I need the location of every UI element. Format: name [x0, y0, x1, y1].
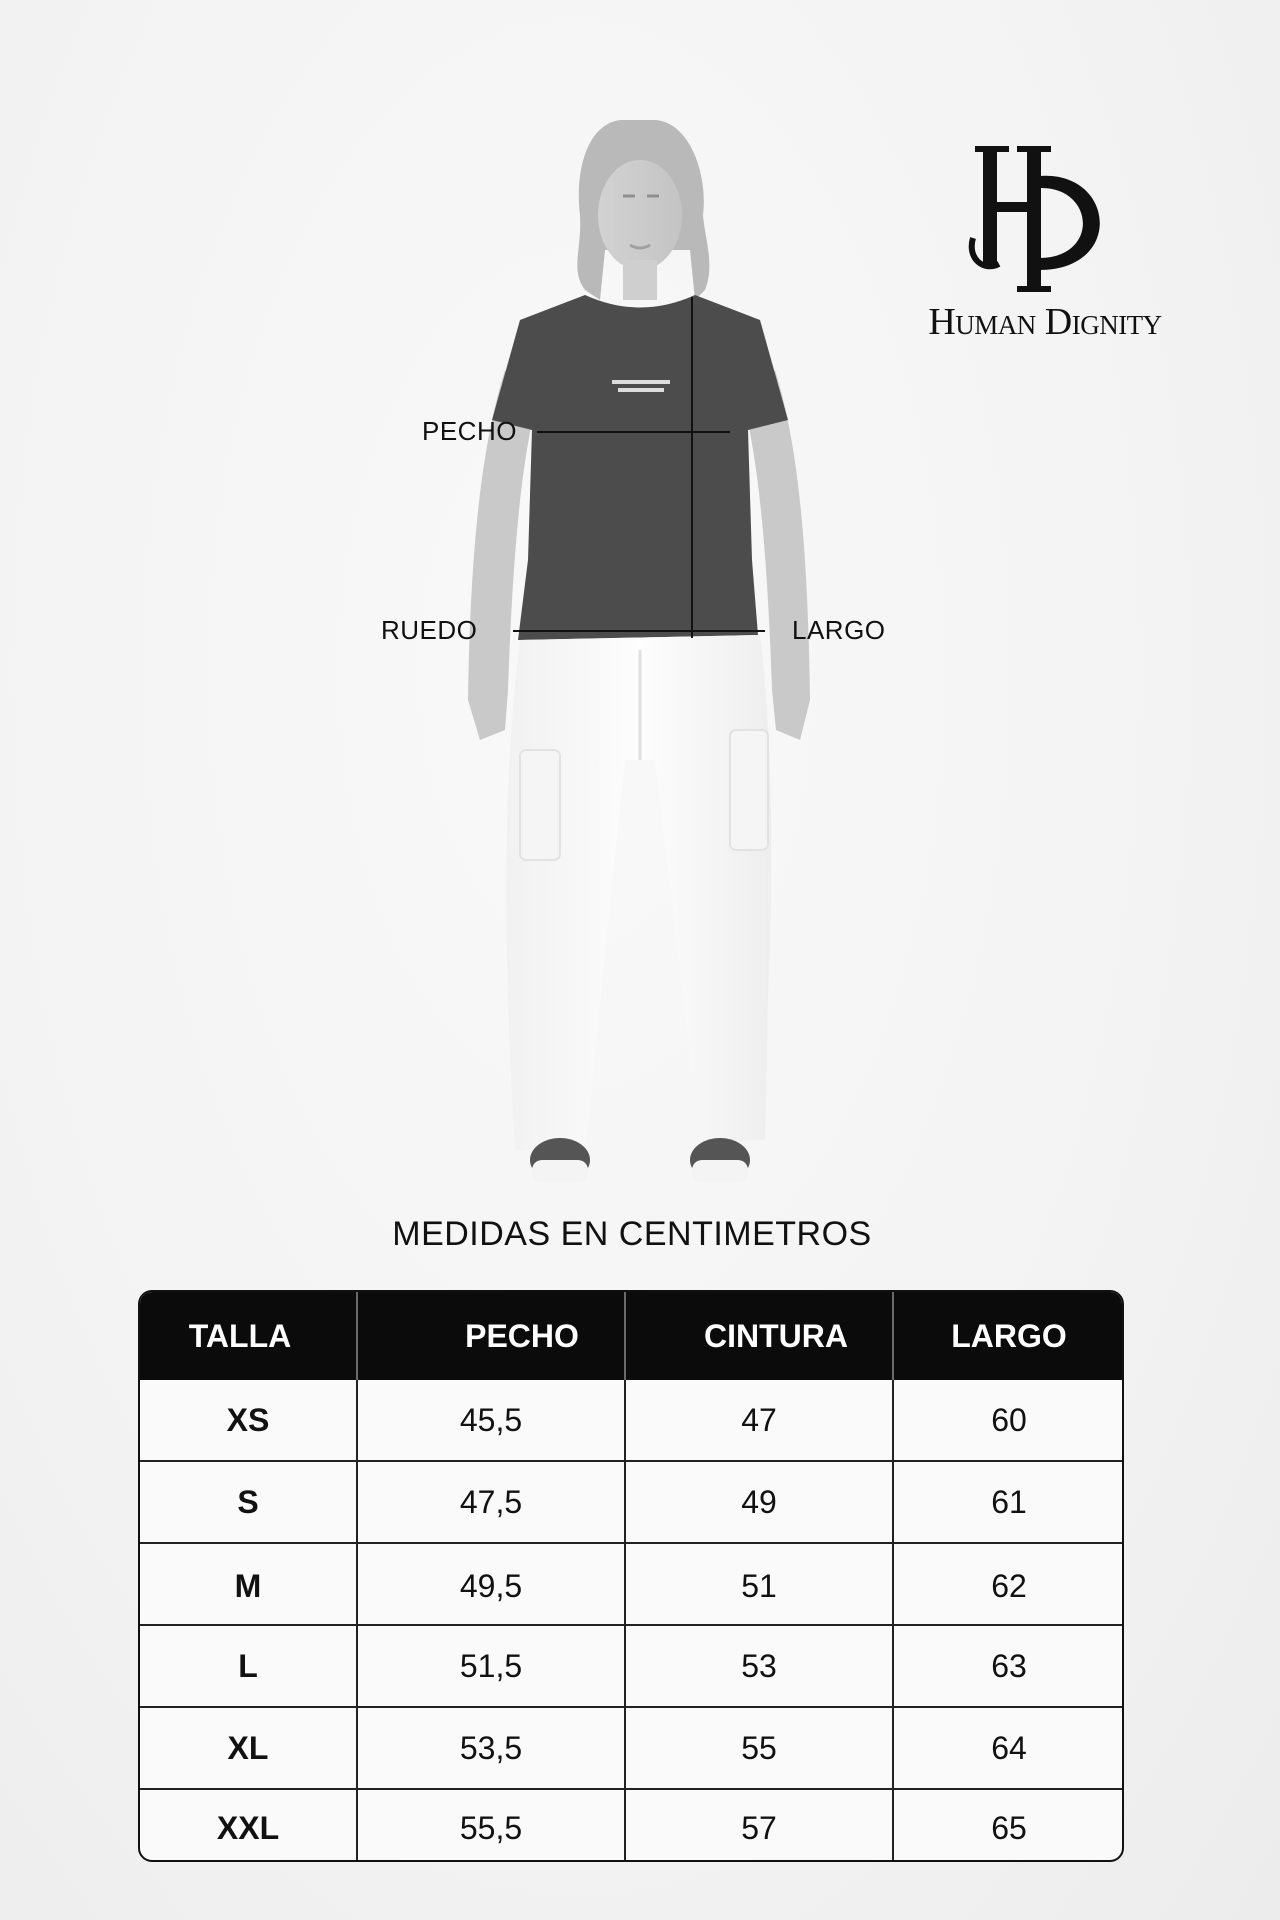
cell-waist: 47	[741, 1402, 777, 1438]
column-divider	[624, 1380, 626, 1862]
header-divider	[892, 1292, 894, 1380]
cell-length: 60	[991, 1402, 1027, 1438]
table-row	[140, 1380, 1122, 1460]
cell-length: 63	[991, 1648, 1027, 1684]
header-chest: PECHO	[465, 1318, 579, 1354]
table-header	[140, 1292, 1122, 1380]
cell-length: 65	[991, 1810, 1027, 1846]
cell-length: 61	[991, 1484, 1027, 1520]
table-row	[140, 1460, 1122, 1542]
hem-measure-line	[513, 630, 765, 632]
cell-size: XS	[226, 1402, 270, 1438]
cell-size: S	[237, 1484, 259, 1520]
length-measure-line	[691, 297, 693, 638]
table-row	[140, 1788, 1122, 1862]
cell-size: M	[234, 1568, 262, 1604]
column-divider	[356, 1380, 358, 1862]
cell-chest: 55,5	[459, 1810, 523, 1846]
header-divider	[624, 1292, 626, 1380]
cell-waist: 51	[741, 1568, 777, 1604]
cell-chest: 53,5	[459, 1730, 523, 1766]
header-size: TALLA	[188, 1318, 292, 1354]
cell-size: XL	[227, 1730, 269, 1766]
chest-label: PECHO	[422, 416, 517, 446]
table-title: MEDIDAS EN CENTIMETROS	[392, 1215, 872, 1253]
cell-waist: 57	[741, 1810, 777, 1846]
cell-size: XXL	[216, 1810, 280, 1846]
chest-measure-line	[537, 431, 730, 433]
cell-chest: 45,5	[459, 1402, 523, 1438]
length-label: LARGO	[792, 615, 886, 645]
cell-size: L	[238, 1648, 258, 1684]
cell-chest: 51,5	[459, 1648, 523, 1684]
brand-name: Human Dignity	[928, 301, 1162, 343]
hd-monogram-icon	[965, 140, 1125, 300]
brand-logo	[880, 140, 1210, 355]
header-length: LARGO	[951, 1318, 1067, 1354]
table-row	[140, 1624, 1122, 1706]
cell-length: 64	[991, 1730, 1027, 1766]
cell-chest: 47,5	[459, 1484, 523, 1520]
column-divider	[892, 1380, 894, 1862]
cell-length: 62	[991, 1568, 1027, 1604]
cell-chest: 49,5	[459, 1568, 523, 1604]
cell-waist: 49	[741, 1484, 777, 1520]
cell-waist: 53	[741, 1648, 777, 1684]
hem-label: RUEDO	[381, 615, 478, 645]
header-divider	[356, 1292, 358, 1380]
header-waist: CINTURA	[704, 1318, 848, 1354]
size-table	[138, 1290, 1124, 1862]
cell-waist: 55	[741, 1730, 777, 1766]
table-row	[140, 1706, 1122, 1788]
table-row	[140, 1542, 1122, 1624]
